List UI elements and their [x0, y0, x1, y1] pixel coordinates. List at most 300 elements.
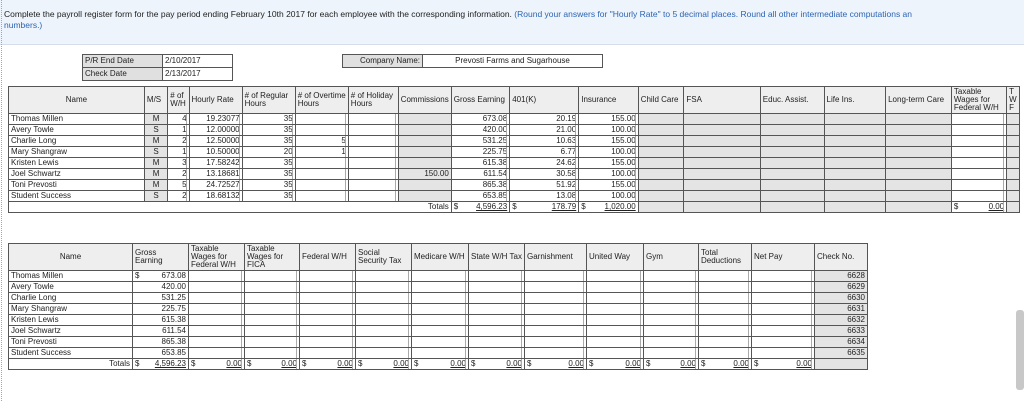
table2-input-cell[interactable] [587, 304, 644, 315]
table1-cell-wh[interactable]: 2 [168, 136, 189, 147]
table2-input-cell[interactable] [300, 348, 356, 359]
table2-row [9, 348, 868, 359]
table1-cell-blank [886, 202, 952, 213]
table2-input-cell[interactable] [356, 271, 412, 282]
table1-cell-ins[interactable]: 100.00 [579, 169, 638, 180]
table1-cell-blank [1007, 191, 1020, 202]
table2-input-cell[interactable] [245, 315, 300, 326]
currency-symbol: $ [135, 271, 140, 280]
table2-input-cell[interactable] [300, 315, 356, 326]
table2-total-cell[interactable] [245, 359, 300, 370]
table2-total-value: 0.00 [568, 359, 584, 368]
table2-input-cell[interactable] [587, 293, 644, 304]
table1-cell-ins[interactable]: 155.00 [579, 180, 638, 191]
table2-cell-name: Avery Towle [9, 282, 133, 293]
table2-input-cell[interactable] [699, 271, 752, 282]
table2-input-cell[interactable] [245, 348, 300, 359]
vertical-scrollbar[interactable] [1016, 310, 1024, 390]
table1-cell-hol[interactable] [348, 125, 398, 136]
table1-cell-wh[interactable]: 4 [168, 114, 189, 125]
table1-cell-ins[interactable]: 100.00 [579, 125, 638, 136]
table1-cell-comm [398, 180, 451, 191]
table2-input-cell[interactable] [189, 304, 245, 315]
table2-cell-name: Thomas Millen [9, 271, 133, 282]
table1-header-cell: Educ. Assist. [760, 87, 824, 114]
table1-cell-blank [684, 180, 760, 191]
table1-cell-reg[interactable]: 35 [242, 169, 295, 180]
table1-cell-taxable-input[interactable] [951, 180, 1006, 191]
table1-cell-k401[interactable]: 10.63 [510, 136, 579, 147]
table2-input-cell[interactable] [300, 304, 356, 315]
table2-input-cell[interactable] [189, 282, 245, 293]
table2-header-cell: Federal W/H [300, 244, 356, 271]
table2-cell-gross [133, 271, 189, 282]
table1-cell-blank [638, 169, 684, 180]
table2-input-cell[interactable] [300, 337, 356, 348]
table2-input-cell[interactable] [245, 304, 300, 315]
table1-cell-reg[interactable]: 35 [242, 114, 295, 125]
table1-cell-blank [638, 125, 684, 136]
table1-cell-name: Mary Shangraw [9, 147, 145, 158]
table1-cell-blank [824, 180, 886, 191]
table1-cell-hol[interactable] [348, 180, 398, 191]
table1-header-cell: 401(K) [510, 87, 579, 114]
table2-header-cell: Garnishment [525, 244, 587, 271]
table2-cell-gross [133, 337, 189, 348]
table2-input-cell[interactable] [412, 326, 469, 337]
table1-cell-ins[interactable]: 155.00 [579, 158, 638, 169]
table1-cell-blank [886, 136, 952, 147]
table1-total-k401 [510, 202, 579, 213]
table2-input-cell[interactable] [300, 293, 356, 304]
table2-input-cell[interactable] [699, 315, 752, 326]
table2-input-cell[interactable] [752, 271, 815, 282]
table1-header-cell: Long-term Care [886, 87, 952, 114]
payroll-register-table-1 [8, 86, 1020, 213]
table2-input-cell[interactable] [752, 348, 815, 359]
table2-input-cell[interactable] [699, 282, 752, 293]
table1-cell-ot[interactable] [295, 169, 348, 180]
table2-input-cell[interactable] [644, 293, 699, 304]
table2-input-cell[interactable] [300, 326, 356, 337]
table1-cell-taxable-input[interactable] [951, 136, 1006, 147]
table1-cell-wh[interactable]: 1 [168, 125, 189, 136]
table1-cell-wh[interactable]: 3 [168, 158, 189, 169]
table2-input-cell[interactable] [189, 337, 245, 348]
table1-cell-ins[interactable]: 100.00 [579, 191, 638, 202]
table1-cell-blank [760, 202, 824, 213]
table1-cell-ms: M [144, 114, 167, 125]
table2-cell-check-no: 6630 [815, 293, 868, 304]
table1-cell-wh[interactable]: 1 [168, 147, 189, 158]
table1-header-cell: Gross Earning [451, 87, 509, 114]
table1-cell-blank [760, 136, 824, 147]
table2-header-cell: Net Pay [752, 244, 815, 271]
instructions-note: (Round your answers for "Hourly Rate" to 5 decimal places. Round all other intermediate computations an [514, 9, 913, 19]
table2-input-cell[interactable] [644, 348, 699, 359]
table1-cell-blank [760, 125, 824, 136]
table2-total-cell[interactable] [189, 359, 245, 370]
table1-cell-rate[interactable]: 17.58242 [189, 158, 242, 169]
table1-cell-gross[interactable]: 531.25 [451, 136, 509, 147]
table2-input-cell[interactable] [525, 326, 587, 337]
table2-input-cell[interactable] [525, 348, 587, 359]
table2-input-cell[interactable] [752, 326, 815, 337]
table1-header-cell: Hourly Rate [189, 87, 242, 114]
table2-input-cell[interactable] [412, 282, 469, 293]
table2-input-cell[interactable] [300, 271, 356, 282]
table1-cell-blank [886, 169, 952, 180]
table2-header-cell: Taxable Wages for Federal W/H [189, 244, 245, 271]
currency-symbol: $ [754, 359, 759, 368]
table1-cell-hol[interactable] [348, 158, 398, 169]
table2-input-cell[interactable] [189, 293, 245, 304]
table2-cell-name: Charlie Long [9, 293, 133, 304]
table2-input-cell[interactable] [356, 293, 412, 304]
table2-cell-check-no: 6628 [815, 271, 868, 282]
table2-input-cell[interactable] [469, 282, 525, 293]
table2-input-cell[interactable] [412, 337, 469, 348]
table1-cell-gross[interactable]: 653.85 [451, 191, 509, 202]
table1-cell-taxable-input[interactable] [951, 147, 1006, 158]
table2-input-cell[interactable] [525, 282, 587, 293]
table2-total-cell[interactable] [699, 359, 752, 370]
table1-cell-blank [1007, 136, 1020, 147]
table1-cell-k401[interactable]: 30.58 [510, 169, 579, 180]
check-date-value: 2/13/2017 [163, 68, 233, 81]
table1-cell-gross[interactable]: 420.00 [451, 125, 509, 136]
table2-input-cell[interactable] [356, 337, 412, 348]
table1-cell-blank [886, 180, 952, 191]
table2-cell-gross-value: 653.85 [161, 348, 186, 357]
table2-input-cell[interactable] [412, 348, 469, 359]
table2-total-value: 0.00 [796, 359, 812, 368]
table2-input-cell[interactable] [644, 337, 699, 348]
table1-cell-blank [638, 180, 684, 191]
table2-cell-check-no: 6633 [815, 326, 868, 337]
table1-cell-rate[interactable]: 12.00000 [189, 125, 242, 136]
table1-cell-hol[interactable] [348, 147, 398, 158]
table2-cell-gross [133, 348, 189, 359]
table2-row [9, 271, 868, 282]
table2-input-cell[interactable] [587, 348, 644, 359]
table1-cell-comm [398, 191, 451, 202]
table1-cell-reg[interactable]: 35 [242, 191, 295, 202]
table2-input-cell[interactable] [752, 293, 815, 304]
company-name-value: Prevosti Farms and Sugarhouse [423, 55, 603, 68]
table2-input-cell[interactable] [587, 282, 644, 293]
currency-symbol: $ [414, 359, 419, 368]
table1-cell-blank [1007, 180, 1020, 191]
table2-input-cell[interactable] [469, 326, 525, 337]
table2-total-value: 0.00 [506, 359, 522, 368]
table1-cell-name: Avery Towle [9, 125, 145, 136]
table2-input-cell[interactable] [644, 282, 699, 293]
table1-cell-hol[interactable] [348, 136, 398, 147]
table2-input-cell[interactable] [469, 337, 525, 348]
table1-cell-k401[interactable]: 51.92 [510, 180, 579, 191]
table1-cell-blank [760, 169, 824, 180]
table2-input-cell[interactable] [245, 271, 300, 282]
table2-total-cell[interactable] [412, 359, 469, 370]
table2-input-cell[interactable] [469, 304, 525, 315]
table2-input-cell[interactable] [525, 337, 587, 348]
table2-input-cell[interactable] [752, 315, 815, 326]
table1-cell-blank [1007, 147, 1020, 158]
table1-cell-ot[interactable]: 5 [295, 136, 348, 147]
table2-input-cell[interactable] [469, 348, 525, 359]
table1-cell-wh[interactable]: 5 [168, 180, 189, 191]
table1-cell-ot[interactable]: 1 [295, 147, 348, 158]
currency-symbol: $ [701, 359, 706, 368]
table1-cell-taxable-input[interactable] [951, 114, 1006, 125]
table1-cell-ot[interactable] [295, 191, 348, 202]
table2-input-cell[interactable] [525, 304, 587, 315]
table1-total-ins-value: 1,020.00 [604, 202, 636, 211]
table2-input-cell[interactable] [469, 271, 525, 282]
currency-symbol: $ [302, 359, 307, 368]
table1-cell-blank [638, 114, 684, 125]
table2-cell-name: Mary Shangraw [9, 304, 133, 315]
table1-cell-gross[interactable]: 865.38 [451, 180, 509, 191]
table2-total-value: 0.00 [337, 359, 353, 368]
table1-cell-ms: S [144, 191, 167, 202]
table2-input-cell[interactable] [189, 326, 245, 337]
table1-cell-blank [886, 191, 952, 202]
table2-header-cell: State W/H Tax [469, 244, 525, 271]
table1-cell-ins[interactable]: 155.00 [579, 114, 638, 125]
table2-input-cell[interactable] [245, 337, 300, 348]
table2-total-cell[interactable] [300, 359, 356, 370]
table2-input-cell[interactable] [699, 304, 752, 315]
table2-header-cell: Gross Earning [133, 244, 189, 271]
pr-end-date-label: P/R End Date [83, 55, 163, 68]
table2-cell-gross [133, 282, 189, 293]
table1-row [9, 158, 1020, 169]
table1-header-cell: FSA [684, 87, 760, 114]
table2-input-cell[interactable] [699, 326, 752, 337]
table1-header-cell: Taxable Wages for Federal W/H [951, 87, 1006, 114]
table2-input-cell[interactable] [356, 326, 412, 337]
currency-symbol: $ [135, 359, 140, 368]
table1-cell-reg[interactable]: 35 [242, 180, 295, 191]
table1-header-cell: Child Care [638, 87, 684, 114]
table2-input-cell[interactable] [699, 348, 752, 359]
table2-input-cell[interactable] [189, 348, 245, 359]
currency-symbol: $ [471, 359, 476, 368]
table2-total-value: 0.00 [281, 359, 297, 368]
table2-header-cell: Gym [644, 244, 699, 271]
table2-input-cell[interactable] [469, 293, 525, 304]
table1-cell-hol[interactable] [348, 169, 398, 180]
table1-cell-taxable-input[interactable] [951, 158, 1006, 169]
table1-cell-wh[interactable]: 2 [168, 191, 189, 202]
table2-input-cell[interactable] [412, 271, 469, 282]
table1-cell-taxable-input[interactable] [951, 125, 1006, 136]
table2-input-cell[interactable] [752, 304, 815, 315]
table2-cell-check-no: 6635 [815, 348, 868, 359]
table2-input-cell[interactable] [245, 282, 300, 293]
table1-cell-ms: M [144, 136, 167, 147]
table2-header-cell: Social Security Tax [356, 244, 412, 271]
table1-cell-reg[interactable]: 35 [242, 158, 295, 169]
table1-cell-gross[interactable]: 673.08 [451, 114, 509, 125]
currency-symbol: $ [953, 202, 959, 211]
table1-cell-blank [824, 169, 886, 180]
table2-input-cell[interactable] [699, 337, 752, 348]
table2-total-cell[interactable] [587, 359, 644, 370]
table1-cell-rate[interactable]: 13.18681 [189, 169, 242, 180]
table1-cell-k401[interactable]: 13.08 [510, 191, 579, 202]
table1-cell-rate[interactable]: 19.23077 [189, 114, 242, 125]
payroll-header-info [82, 54, 603, 81]
table1-cell-blank [886, 125, 952, 136]
currency-symbol: $ [589, 359, 594, 368]
table2-total-value: 0.00 [226, 359, 242, 368]
table2-cell-gross [133, 326, 189, 337]
instructions-line1: Complete the payroll register form for the pay period ending February 10th 2017 for each employee with the corresponding information. [4, 9, 515, 19]
table1-cell-wh[interactable]: 2 [168, 169, 189, 180]
table2-input-cell[interactable] [644, 326, 699, 337]
table1-header-cell: Insurance [579, 87, 638, 114]
table1-cell-ot[interactable] [295, 180, 348, 191]
table1-cell-name: Charlie Long [9, 136, 145, 147]
payroll-register-table-2 [8, 243, 868, 370]
table2-input-cell[interactable] [525, 315, 587, 326]
table1-cell-name: Thomas Millen [9, 114, 145, 125]
table2-input-cell[interactable] [189, 271, 245, 282]
table1-cell-blank [886, 147, 952, 158]
table1-cell-reg[interactable]: 20 [242, 147, 295, 158]
table1-cell-ms: S [144, 147, 167, 158]
table1-cell-k401[interactable]: 24.62 [510, 158, 579, 169]
table1-cell-gross[interactable]: 225.75 [451, 147, 509, 158]
table1-cell-ins[interactable]: 155.00 [579, 136, 638, 147]
table1-cell-blank [684, 114, 760, 125]
table2-input-cell[interactable] [412, 315, 469, 326]
table2-input-cell[interactable] [356, 348, 412, 359]
table2-cell-gross-value: 865.38 [161, 337, 186, 346]
table2-row [9, 293, 868, 304]
table1-cell-reg[interactable]: 35 [242, 125, 295, 136]
table1-cell-blank [684, 147, 760, 158]
table2-header-row [9, 244, 868, 271]
table1-cell-rate[interactable]: 24.72527 [189, 180, 242, 191]
table2-input-cell[interactable] [245, 326, 300, 337]
table1-cell-gross[interactable]: 615.38 [451, 158, 509, 169]
table1-cell-comm [398, 136, 451, 147]
instructions-text [0, 0, 1024, 20]
table1-cell-hol[interactable] [348, 114, 398, 125]
table2-input-cell[interactable] [356, 282, 412, 293]
table1-cell-blank [1007, 158, 1020, 169]
table1-total-taxable[interactable] [951, 202, 1006, 213]
table2-total-cell[interactable] [469, 359, 525, 370]
table1-cell-rate[interactable]: 18.68132 [189, 191, 242, 202]
table2-cell-gross-value: 420.00 [161, 282, 186, 291]
table1-cell-blank [638, 147, 684, 158]
table2-header-cell: Name [9, 244, 133, 271]
table2-input-cell[interactable] [644, 315, 699, 326]
table1-cell-ot[interactable] [295, 158, 348, 169]
table2-input-cell[interactable] [525, 293, 587, 304]
table1-cell-taxable-input[interactable] [951, 169, 1006, 180]
table1-cell-blank [638, 136, 684, 147]
table2-input-cell[interactable] [587, 326, 644, 337]
table1-cell-ins[interactable]: 100.00 [579, 147, 638, 158]
table1-header-cell: # of Regular Hours [242, 87, 295, 114]
table1-cell-k401[interactable]: 6.77 [510, 147, 579, 158]
table2-input-cell[interactable] [356, 304, 412, 315]
table1-cell-rate[interactable]: 12.50000 [189, 136, 242, 147]
table1-total-k401-value: 178.79 [551, 202, 577, 211]
table1-cell-blank [684, 191, 760, 202]
table2-total-gross [133, 359, 189, 370]
table1-cell-k401[interactable]: 20.19 [510, 114, 579, 125]
table2-input-cell[interactable] [644, 271, 699, 282]
table2-input-cell[interactable] [412, 304, 469, 315]
table1-header-cell: T W F [1007, 87, 1020, 114]
table2-input-cell[interactable] [469, 315, 525, 326]
table1-cell-blank [638, 202, 684, 213]
table2-input-cell[interactable] [300, 282, 356, 293]
table2-cell-check-no: 6634 [815, 337, 868, 348]
table2-total-cell[interactable] [644, 359, 699, 370]
table2-input-cell[interactable] [587, 315, 644, 326]
table2-input-cell[interactable] [699, 293, 752, 304]
table1-cell-ot[interactable] [295, 114, 348, 125]
table2-cell-gross-value: 225.75 [161, 304, 186, 313]
table2-total-cell[interactable] [752, 359, 815, 370]
currency-symbol: $ [527, 359, 532, 368]
table2-header-cell: Total Deductions [699, 244, 752, 271]
table2-total-cell[interactable] [525, 359, 587, 370]
table1-row [9, 125, 1020, 136]
table1-cell-hol[interactable] [348, 191, 398, 202]
check-date-label: Check Date [83, 68, 163, 81]
table2-input-cell[interactable] [189, 315, 245, 326]
table2-input-cell[interactable] [245, 293, 300, 304]
table2-cell-check-no: 6629 [815, 282, 868, 293]
table1-cell-rate[interactable]: 10.50000 [189, 147, 242, 158]
table2-cell-gross [133, 304, 189, 315]
table2-input-cell[interactable] [587, 271, 644, 282]
table2-total-cell[interactable] [356, 359, 412, 370]
table1-cell-ot[interactable] [295, 125, 348, 136]
table2-cell-name: Student Success [9, 348, 133, 359]
table1-header-cell: M/S [144, 87, 167, 114]
table1-cell-k401[interactable]: 21.00 [510, 125, 579, 136]
table1-cell-gross[interactable]: 611.54 [451, 169, 509, 180]
table1-cell-comm: 150.00 [398, 169, 451, 180]
table2-input-cell[interactable] [752, 337, 815, 348]
table2-input-cell[interactable] [752, 282, 815, 293]
table1-cell-name: Joel Schwartz [9, 169, 145, 180]
instructions-banner [0, 0, 1024, 45]
table1-cell-blank [824, 191, 886, 202]
table2-input-cell[interactable] [412, 293, 469, 304]
table2-input-cell[interactable] [525, 271, 587, 282]
table2-row [9, 282, 868, 293]
table1-cell-taxable-input[interactable] [951, 191, 1006, 202]
table1-cell-reg[interactable]: 35 [242, 136, 295, 147]
table1-cell-blank [1007, 125, 1020, 136]
table2-input-cell[interactable] [644, 304, 699, 315]
instructions-line2 [0, 20, 1024, 31]
table2-input-cell[interactable] [587, 337, 644, 348]
table2-input-cell[interactable] [356, 315, 412, 326]
table1-total-gross-value: 4,596.23 [476, 202, 508, 211]
